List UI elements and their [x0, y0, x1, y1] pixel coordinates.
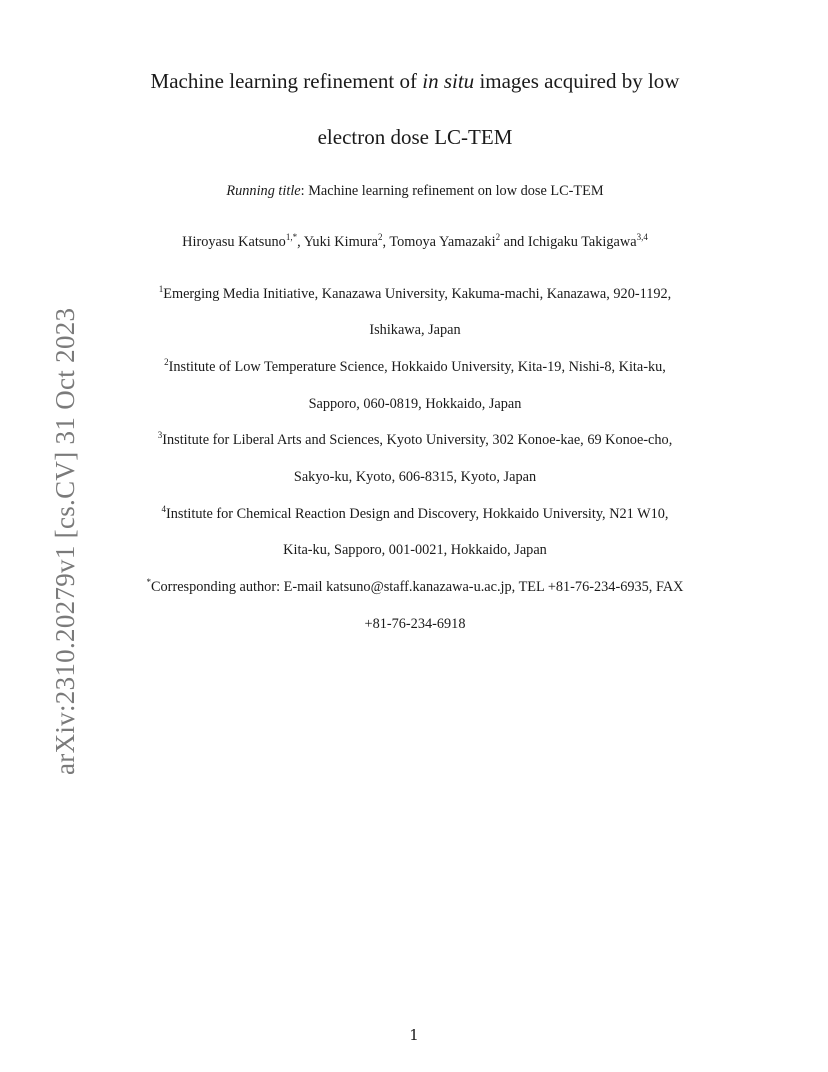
- author-name: Ichigaku Takigawa: [527, 234, 637, 250]
- affiliation-2-line-1: $^2$Institute of Low Temperature Science, Hokkaido University, Kita-19, Nishi-8, Kita-ku,: [164, 357, 666, 375]
- corresponding-author-line-2: +81-76-234-6918: [364, 616, 466, 632]
- author-affiliation-mark: 1,*: [285, 232, 298, 243]
- affiliation-3-line-2: Sakyo-ku, Kyoto, 606-8315, Kyoto, Japan: [293, 469, 537, 485]
- affiliation-4-line-1: $^4$Institute for Chemical Reaction Design and Discovery, Hokkaido University, N21 W10,: [161, 504, 669, 522]
- running-title: Running title: Machine learning refinement on low dose LC-TEM: [226, 183, 604, 199]
- author-name: Tomoya Yamazaki: [389, 234, 496, 250]
- author-list: Hiroyasu Katsuno$^{1,*}$, Yuki Kimura$^2$, Tomoya Yamazaki$^2$ and Ichigaku Takigawa$^{3,4}$: [182, 232, 648, 250]
- page-number: 1: [409, 1026, 419, 1044]
- paper-title-line-1: Machine learning refinement of in situ images acquired by low: [150, 69, 680, 93]
- affiliation-4-line-2: Kita-ku, Sapporo, 001-0021, Hokkaido, Japan: [283, 542, 547, 558]
- affiliation-1-line-2: Ishikawa, Japan: [369, 322, 461, 338]
- paper-title-line-2: electron dose LC-TEM: [317, 125, 513, 149]
- affiliation-1-line-1: $^1$Emerging Media Initiative, Kanazawa University, Kakuma-machi, Kanazawa, 920-1192,: [158, 284, 672, 302]
- author-name: Yuki Kimura: [303, 234, 378, 250]
- arxiv-watermark: arXiv:2310.20279v1 [cs.CV] 31 Oct 2023: [50, 307, 80, 775]
- author-affiliation-mark: 2: [377, 232, 383, 243]
- author-name: Hiroyasu Katsuno: [182, 234, 286, 250]
- affiliation-2-line-2: Sapporo, 060-0819, Hokkaido, Japan: [308, 396, 522, 412]
- affiliation-3-line-1: $^3$Institute for Liberal Arts and Sciences, Kyoto University, 302 Konoe-kae, 69 Konoe-cho,: [157, 430, 673, 448]
- author-affiliation-mark: 2: [495, 232, 501, 243]
- author-affiliation-mark: 3,4: [636, 232, 648, 243]
- corresponding-author-line-1: *Corresponding author: E-mail katsuno@staff.kanazawa-u.ac.jp, TEL +81-76-234-6935, FAX: [146, 577, 684, 595]
